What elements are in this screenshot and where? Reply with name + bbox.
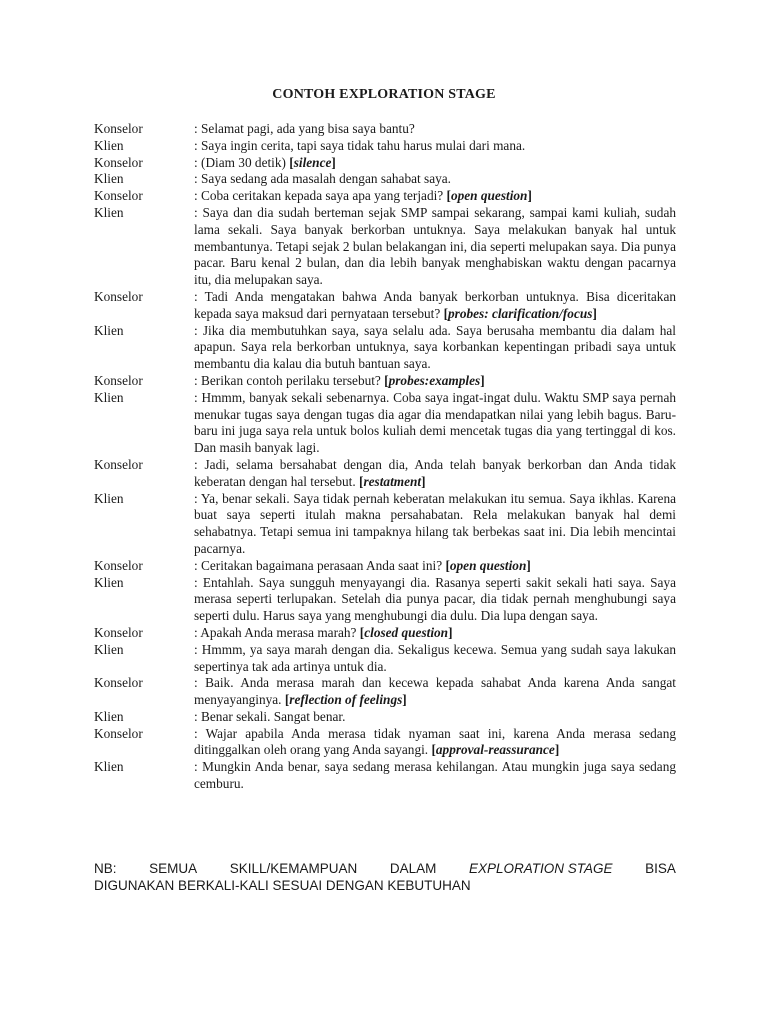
speaker-label: Konselor [94, 456, 143, 472]
utterance-text [194, 188, 676, 205]
utterance-body: : Baik. Anda merasa marah dan kecewa kepada sahabat Anda karena Anda sangat menyayanginya. [194, 675, 676, 708]
utterance-text [194, 491, 676, 558]
note-word: SEMUA [149, 861, 198, 876]
dialogue-row [94, 138, 676, 155]
speaker-label: Klien [94, 322, 124, 338]
skill-tag [359, 474, 426, 489]
skill-tag [289, 155, 336, 170]
speaker-label: Konselor [94, 624, 143, 640]
utterance-text [194, 289, 676, 323]
speaker-label: Konselor [94, 121, 143, 136]
utterance-body: : Saya ingin cerita, tapi saya tidak tahu harus mulai dari mana. [194, 137, 526, 153]
dialogue-row [94, 675, 676, 709]
utterance-text [194, 457, 676, 491]
speaker-label: Klien [94, 490, 124, 506]
speaker-label: Klien [94, 389, 124, 405]
skill-tag-bracket: [ [284, 692, 290, 708]
skill-tag-bracket: [ [384, 372, 389, 388]
dialogue-row [94, 726, 676, 760]
utterance-body: : Hmmm, ya saya marah dengan dia. Sekaligus kecewa. Semua yang sudah saya lakukan sepertinya tak ada artinya untuk dia. [194, 641, 676, 674]
dialogue-row [94, 390, 676, 457]
skill-tag [445, 558, 530, 573]
dialogue-row [94, 188, 676, 205]
speaker-label: Klien [94, 759, 124, 775]
dialogue-row [94, 575, 676, 625]
note-word: DALAM [389, 861, 437, 876]
speaker-label: Klien [94, 137, 124, 153]
utterance-text [194, 121, 676, 138]
utterance-text [194, 625, 676, 642]
speaker-label: Klien [94, 574, 124, 590]
skill-tag [431, 742, 559, 757]
skill-tag-bracket: [ [359, 624, 365, 640]
utterance-body: : Saya sedang ada masalah dengan sahabat saya. [194, 171, 451, 187]
skill-tag-bracket: ] [402, 692, 407, 708]
skill-tag [444, 306, 597, 321]
utterance-body: : Berikan contoh perilaku tersebut? [194, 372, 385, 388]
document-title: CONTOH EXPLORATION STAGE [272, 87, 496, 102]
skill-tag-bracket: ] [331, 154, 336, 170]
utterance-text [194, 373, 676, 390]
note-word: BISA [645, 861, 676, 876]
utterance-body: : Wajar apabila Anda merasa tidak nyaman saat ini, karena Anda merasa sedang ditinggalkan oleh orang yang Anda sayangi. [194, 725, 676, 758]
skill-tag-bracket: [ [431, 742, 436, 758]
skill-tag-bracket: ] [592, 305, 597, 321]
skill-tag-bracket: [ [445, 557, 450, 573]
skill-tag [360, 625, 453, 640]
dialogue-row [94, 289, 676, 323]
speaker-label: Konselor [94, 557, 143, 573]
speaker-label: Klien [94, 641, 124, 657]
dialogue-row [94, 642, 676, 676]
dialogue-row [94, 491, 676, 558]
speaker-label: Klien [94, 708, 124, 724]
dialogue-row [94, 625, 676, 642]
speaker-label: Konselor [94, 154, 143, 170]
closing-note-line-1 [94, 860, 676, 877]
dialogue-row [94, 121, 676, 138]
dialogue-row [94, 457, 676, 491]
dialogue-row [94, 155, 676, 172]
skill-tag-label: probes: clarification/focus [448, 305, 593, 321]
skill-tag-label: approval-reassurance [435, 742, 555, 758]
skill-tag [384, 373, 484, 388]
utterance-body: : Selamat pagi, ada yang bisa saya bantu? [194, 121, 415, 136]
utterance-text [194, 726, 676, 760]
dialogue-row [94, 323, 676, 373]
utterance-text [194, 759, 676, 793]
speaker-label: Konselor [94, 188, 143, 204]
skill-tag [447, 188, 532, 203]
skill-tag-label: probes:examples [388, 372, 481, 388]
utterance-body: : Ceritakan bagaimana perasaan Anda saat ini? [194, 557, 446, 573]
utterance-text [194, 558, 676, 575]
dialogue-list [94, 121, 676, 793]
skill-tag-bracket: ] [554, 742, 560, 758]
utterance-text [194, 155, 676, 172]
utterance-body: : Coba ceritakan kepada saya apa yang terjadi? [194, 188, 447, 204]
speaker-label: Konselor [94, 675, 143, 691]
skill-tag-label: closed question [364, 624, 449, 640]
utterance-body: : Mungkin Anda benar, saya sedang merasa kehilangan. Atau mungkin juga saya sedang cemburu. [194, 759, 676, 792]
utterance-body: : Hmmm, banyak sekali sebenarnya. Coba saya ingat-ingat dulu. Waktu SMP saya pernah menukar tugas saya dengan tugas dia agar dia mendapatkan nilai yang lebih bagus. Baru-baru ini juga saya rela untuk bolos kuliah demi mencetak tugas dia yang tertinggal di kos. Dan masih banyak lagi. [194, 389, 676, 456]
speaker-label: Konselor [94, 725, 143, 741]
utterance-text [194, 709, 676, 726]
utterance-body: : Apakah Anda merasa marah? [194, 624, 360, 640]
utterance-body: : Jadi, selama bersahabat dengan dia, Anda telah banyak berkorban dan Anda tidak keberatan dengan hal tersebut. [194, 456, 676, 489]
skill-tag-bracket: [ [359, 473, 364, 489]
dialogue-row [94, 205, 676, 289]
speaker-label: Konselor [94, 288, 143, 304]
speaker-label: Klien [94, 171, 124, 187]
utterance-body: : Ya, benar sekali. Saya tidak pernah keberatan melakukan itu semua. Saya ikhlas. Karena buat saya seperti itulah makna persahabatan. Rela melakukan banyak hal demi sehabatnya. Tetapi semua ini tampaknya hilang tak berbekas saat ini. Dia lebih mencintai pacarnya. [194, 490, 676, 556]
utterance-text [194, 323, 676, 373]
utterance-text [194, 390, 676, 457]
skill-tag-bracket: ] [526, 557, 531, 573]
skill-tag-bracket: [ [289, 154, 294, 170]
dialogue-row [94, 558, 676, 575]
speaker-label: Klien [94, 204, 124, 220]
skill-tag [285, 692, 407, 707]
utterance-body: : (Diam 30 detik) [194, 154, 290, 170]
note-emphasis: EXPLORATION STAGE [469, 861, 613, 876]
skill-tag-bracket: [ [446, 188, 451, 204]
skill-tag-label: open question [450, 188, 528, 204]
skill-tag-label: silence [293, 154, 332, 170]
utterance-body: : Saya dan dia sudah berteman sejak SMP sampai sekarang, sampai kami kuliah, sudah lama sekali. Saya banyak berkorban untuknya. Saya melakukan banyak hal untuk membantunya. Tetapi sejak 2 bulan belakangan ini, dia seperti melupakan saya. Dia punya pacar. Baru kenal 2 bulan, dan dia lebih banyak menghabiskan waktu dengan pacarnya itu, dia melupakan saya. [194, 204, 676, 288]
utterance-body: : Entahlah. Saya sungguh menyayangi dia. Rasanya seperti sakit sekali hati saya. Saya merasa seperti terlupakan. Setelah dia punya pacar, dia tidak pernah menghubungi saya seperti dulu. Harus saya yang menghubungi dia dulu. Dia lupa dengan saya. [194, 574, 676, 624]
skill-tag-bracket: ] [448, 624, 453, 640]
skill-tag-bracket: ] [421, 473, 426, 489]
note-word: NB: [94, 861, 117, 876]
closing-note-line-2: DIGUNAKAN BERKALI-KALI SESUAI DENGAN KEBUTUHAN [94, 878, 471, 893]
skill-tag-bracket: [ [443, 305, 449, 321]
closing-note [94, 860, 676, 894]
skill-tag-label: reflection of feelings [289, 692, 403, 708]
utterance-text [194, 575, 676, 625]
utterance-body: : Benar sekali. Sangat benar. [194, 708, 346, 724]
skill-tag-label: restatment [363, 473, 422, 489]
utterance-body: : Jika dia membutuhkan saya, saya selalu ada. Saya berusaha membantu dia dalam hal apapun. Saya rela berkorban untuknya, saya korbankan kepentingan pribadi saya untuk membantu dia kalau dia butuh bantuan saya. [194, 322, 676, 372]
utterance-body: : Tadi Anda mengatakan bahwa Anda banyak berkorban untuknya. Bisa diceritakan kepada saya maksud dari pernyataan tersebut? [194, 288, 676, 321]
utterance-text [194, 205, 676, 289]
utterance-text [194, 171, 676, 188]
speaker-label: Konselor [94, 372, 143, 388]
utterance-text [194, 675, 676, 709]
dialogue-row [94, 759, 676, 793]
skill-tag-bracket: ] [527, 188, 532, 204]
dialogue-row [94, 709, 676, 726]
utterance-text [194, 138, 676, 155]
dialogue-row [94, 373, 676, 390]
dialogue-row [94, 171, 676, 188]
skill-tag-label: open question [449, 557, 527, 573]
skill-tag-bracket: ] [480, 372, 485, 388]
note-word: SKILL/KEMAMPUAN [229, 861, 358, 876]
utterance-text [194, 642, 676, 676]
